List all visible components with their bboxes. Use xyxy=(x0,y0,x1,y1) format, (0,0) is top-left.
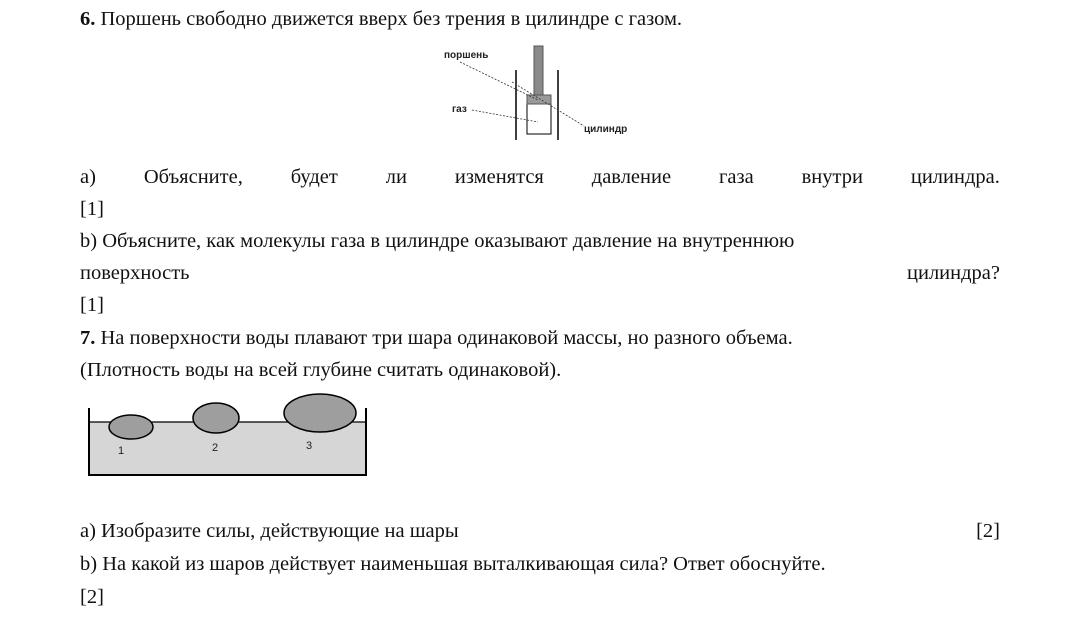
q6-a-word: ли xyxy=(385,166,407,188)
ball-label-3: 3 xyxy=(306,440,313,452)
q7-a-line xyxy=(80,518,1000,544)
q6-text: Поршень свободно движется вверх без трения в цилиндре с газом. xyxy=(100,8,683,30)
gas-chamber xyxy=(527,102,551,134)
q6-a-line xyxy=(80,164,1000,190)
q7-b-mark: [2] xyxy=(80,586,104,608)
q6-a-word: a) xyxy=(80,166,96,188)
q6-a-word: внутри xyxy=(801,166,863,188)
balls-figure xyxy=(80,388,380,483)
q6-b-line2-right: цилиндра? xyxy=(907,262,1000,284)
q6-a-word: будет xyxy=(290,166,338,188)
q6-a-word: газа xyxy=(718,166,754,188)
q7-b-line: b) На какой из шаров действует наименьшая выталкивающая сила? Ответ обоснуйте. xyxy=(80,553,826,575)
q6-a-word: изменятся xyxy=(454,166,544,188)
label-piston: поршень xyxy=(444,50,489,61)
label-gas: газ xyxy=(452,104,467,115)
q7-text-line1: На поверхности воды плавают три шара одинаковой массы, но разного объема. xyxy=(100,327,793,349)
q6-b-line2-left: поверхность xyxy=(80,262,190,284)
ball-label-2: 2 xyxy=(212,442,219,454)
q6-a-word: Объясните, xyxy=(143,166,243,188)
q6-b-mark: [1] xyxy=(80,294,104,316)
leader-piston xyxy=(460,62,538,100)
label-cylinder: цилиндр xyxy=(584,124,628,135)
q6-title xyxy=(80,6,1000,32)
q6-b-line1: b) Объясните, как молекулы газа в цилиндре оказывают давление на внутреннюю xyxy=(80,230,795,252)
q7-a-mark: [2] xyxy=(976,520,1000,542)
cylinder-figure xyxy=(430,40,660,150)
ball-label-1: 1 xyxy=(118,445,125,457)
q6-a-mark: [1] xyxy=(80,198,104,220)
q6-number: 6. xyxy=(80,8,96,30)
q6-a-word: цилиндра. xyxy=(910,166,1000,188)
piston-rod xyxy=(534,46,543,96)
q7-a-text: a) Изобразите силы, действующие на шары xyxy=(80,520,459,542)
ball-2 xyxy=(193,403,239,433)
q6-a-word: давление xyxy=(591,166,672,188)
ball-3 xyxy=(284,394,356,432)
q7-number: 7. xyxy=(80,327,96,349)
q7-line1 xyxy=(80,325,1000,351)
q6-b-line2 xyxy=(80,260,1000,286)
q7-line2: (Плотность воды на всей глубине считать одинаковой). xyxy=(80,359,562,381)
ball-1 xyxy=(109,415,153,439)
